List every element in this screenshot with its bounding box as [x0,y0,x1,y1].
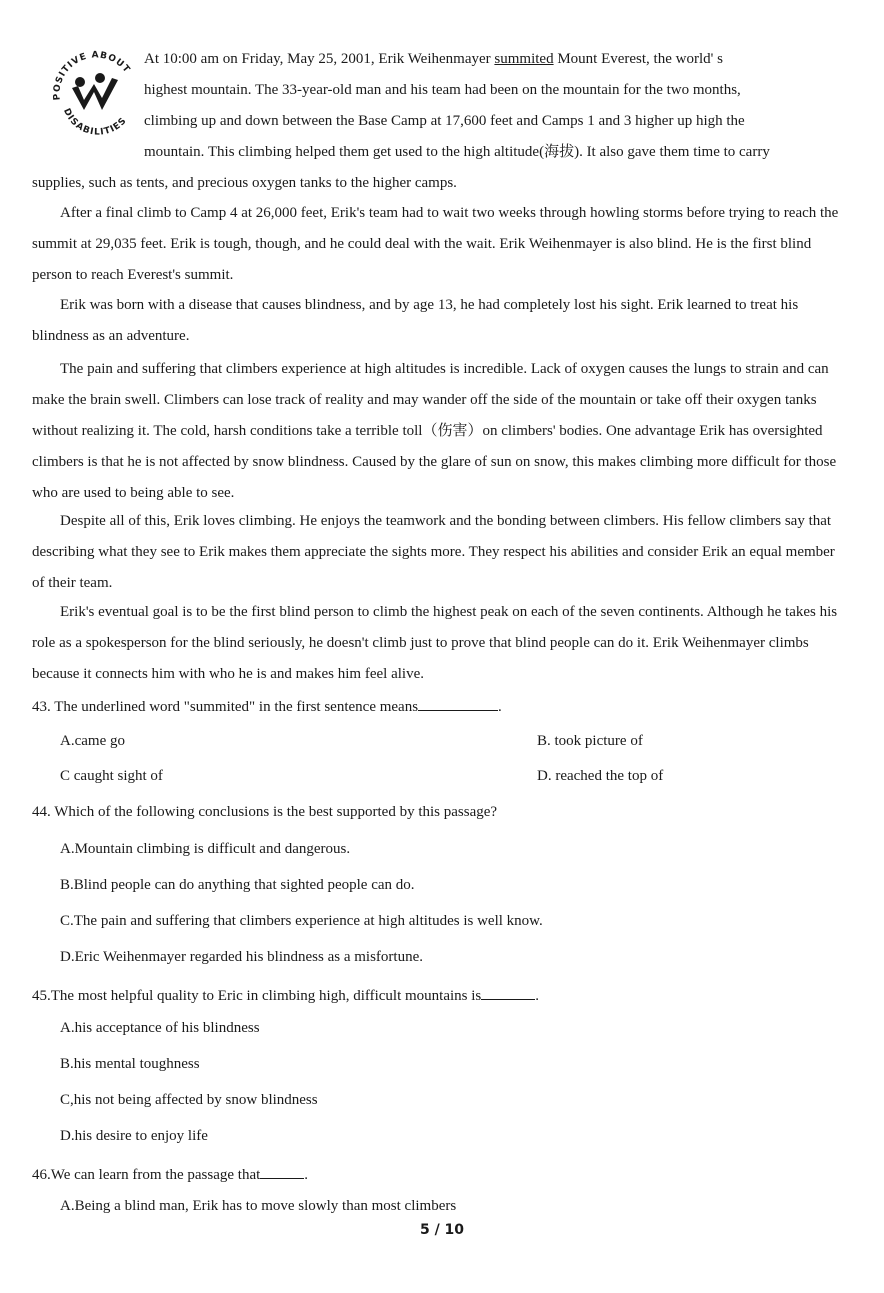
q44-option-c: C.The pain and suffering that climbers experience at high altitudes is well know. [60,913,543,929]
logo-text-top: POSITIVE ABOUT [52,50,132,101]
q44-option-b: B.Blind people can do anything that sighted people can do. [60,877,415,893]
page-number: 5 / 10 [419,1222,465,1238]
passage-paragraph-4: The pain and suffering that climbers experience at high altitudes is incredible. Lack of oxygen causes the lungs to strain and can make the brain swell. Climbers can lose track of reality and may wander off the side of the mountain or take off their oxygen tanks without realizing it. The cold, harsh conditions take a terrible toll（伤害）on climbers' bodies. One advantage Erik has oversighted climbers is that he is not affected by snow blindness. Caused by the glare of sun on snow, this makes climbing more difficult for those who are used to being able to see. [32,361,837,501]
question-44: 44. Which of the following conclusions is the best supported by this passage? [32,804,498,820]
q44-option-d: D.Eric Weihenmayer regarded his blindness as a misfortune. [60,949,423,965]
answer-blank [481,985,535,1000]
passage-paragraph-5: Despite all of this, Erik loves climbing. He enjoys the teamwork and the bonding between climbers. His fellow climbers say that describing what they see to Erik makes them appreciate the sights more. They respect his abilities and consider Erik an equal member of their team. [32,513,835,591]
answer-blank [260,1164,304,1179]
q44-option-a: A.Mountain climbing is difficult and dangerous. [60,841,351,857]
q45-option-d: D.his desire to enjoy life [60,1128,208,1144]
p1-line-1: At 10:00 am on Friday, May 25, 2001, Erik Weihenmayer summited Mount Everest, the world' s [144,51,723,67]
p1-line-3: climbing up and down between the Base Camp at 17,600 feet and Camps 1 and 3 higher up high the [144,113,745,129]
passage-paragraph-6: Erik's eventual goal is to be the first blind person to climb the highest peak on each of the seven continents. Although he takes his role as a spokesperson for the blind seriously, he doesn't climb just to prove that blind people can do it. Erik Weihenmayer climbs because it connects him with who he is and makes him feel alive. [32,604,838,682]
question-46: 46.We can learn from the passage that . [32,1164,308,1184]
underlined-word-summited: summited [494,51,554,67]
answer-blank [418,696,498,711]
q45-option-b: B.his mental toughness [60,1056,200,1072]
passage-paragraph-1 [32,44,844,199]
q43-option-a: A.came go [60,733,125,749]
p1-line-5: supplies, such as tents, and precious oxygen tanks to the higher camps. [32,175,457,191]
q43-option-d: D. reached the top of [537,768,664,784]
passage-paragraph-3: Erik was born with a disease that causes blindness, and by age 13, he had completely lost his sight. Erik learned to treat his blindness as an adventure. [32,297,799,344]
logo-text-bottom: DISABILITIES [61,107,130,138]
passage-paragraph-2: After a final climb to Camp 4 at 26,000 feet, Erik's team had to wait two weeks through howling storms before trying to reach the summit at 29,035 feet. Erik is tough, though, and he could deal with the wait. Erik Weihenmayer is also blind. He is the first blind person to reach Everest's summit. [32,205,839,283]
q43-option-c: C caught sight of [60,768,163,784]
question-43: 43. The underlined word "summited" in the first sentence means . [32,696,502,716]
p1-line-4: mountain. This climbing helped them get used to the high altitude(海拔). It also gave them time to carry [144,144,770,160]
p1-line-2: highest mountain. The 33-year-old man and his team had been on the mountain for the two months, [144,82,741,98]
q43-option-b: B. took picture of [537,733,643,749]
q46-option-a: A.Being a blind man, Erik has to move slowly than most climbers [60,1198,457,1214]
q45-option-c: C,his not being affected by snow blindness [60,1092,318,1108]
question-45: 45.The most helpful quality to Eric in climbing high, difficult mountains is . [32,985,539,1005]
q45-option-a: A.his acceptance of his blindness [60,1020,260,1036]
